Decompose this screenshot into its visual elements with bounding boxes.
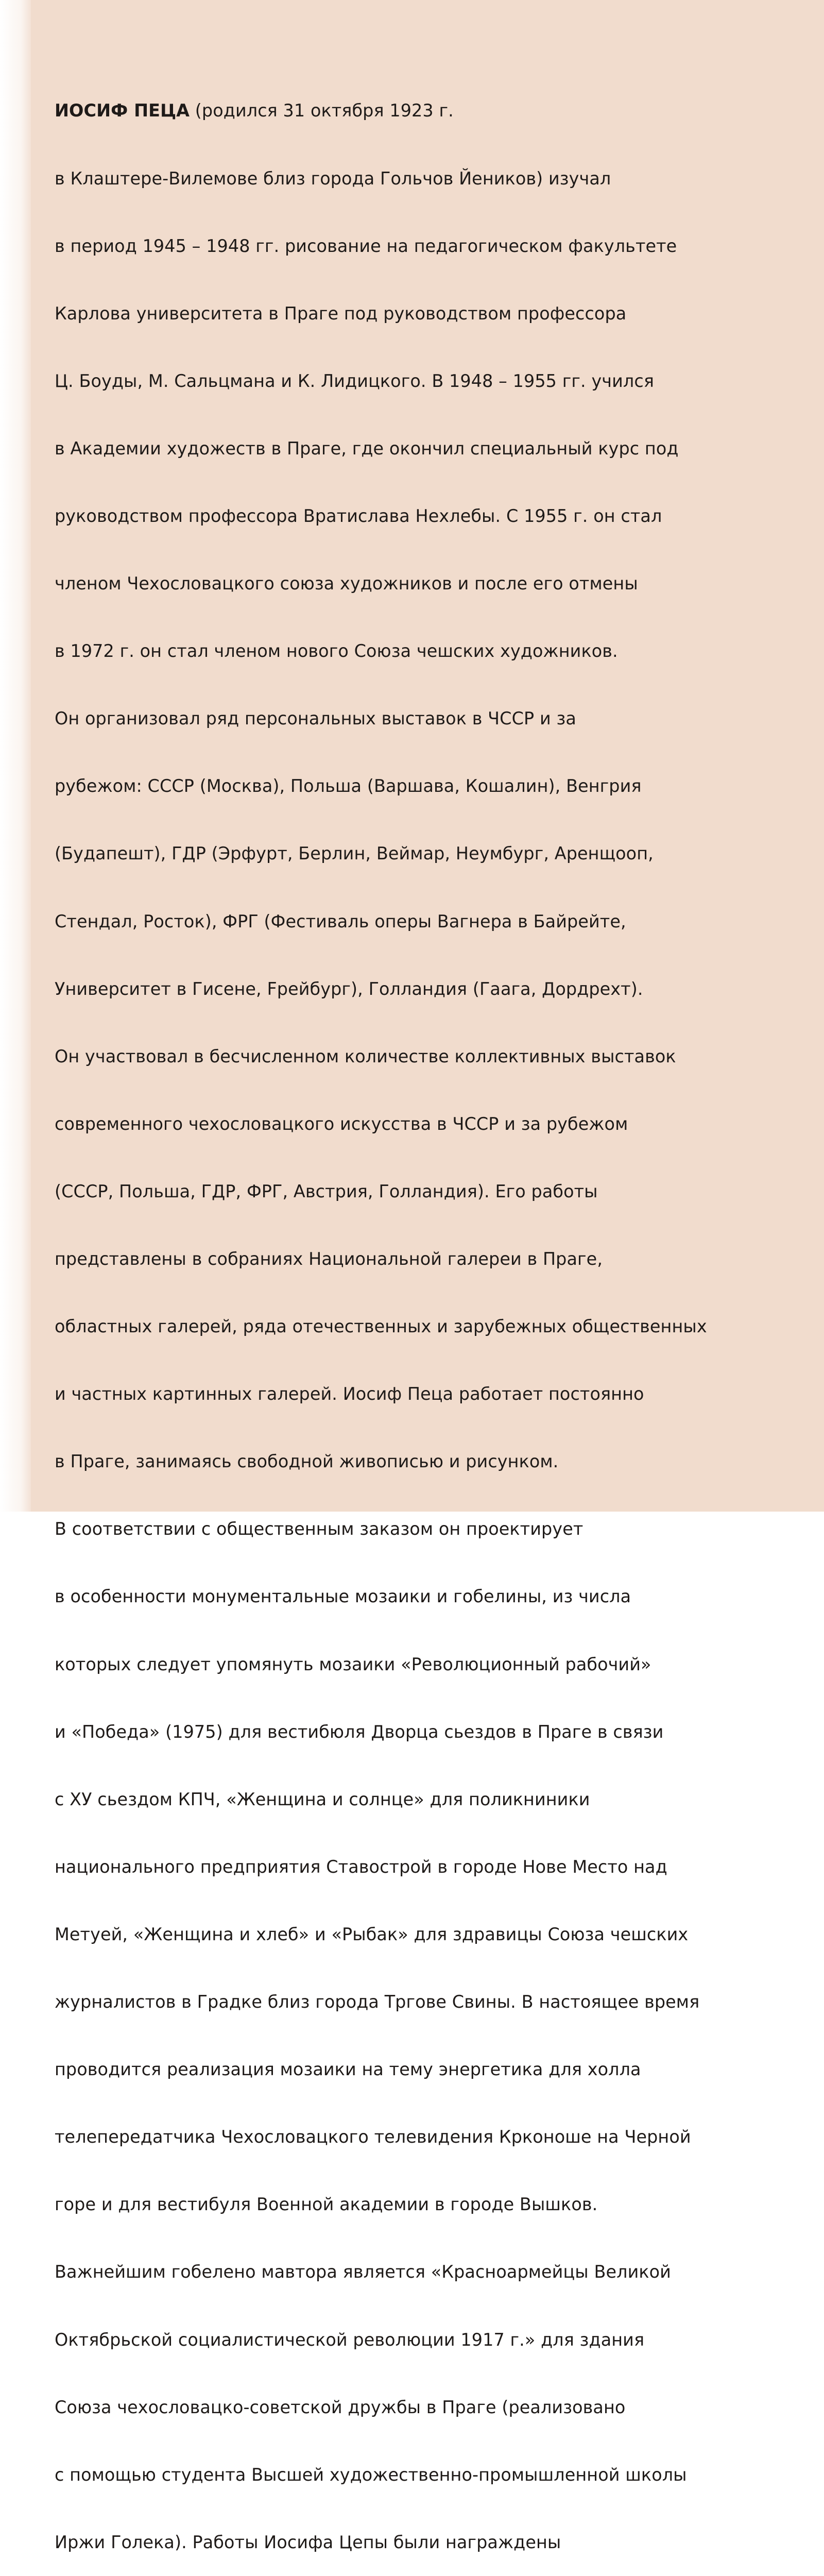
text-line: и «Победа» (1975) для вестибюля Дворца сьездов в Праге в связи <box>55 1721 664 1742</box>
text-line: В соответствии с общественным заказом он проектирует <box>55 1519 583 1539</box>
text-line: в Праге, занимаясь свободной живописью и рисунком. <box>55 1451 559 1472</box>
text-line: (Будапешт), ГДР (Эрфурт, Берлин, Веймар, Неумбург, Аренщооп, <box>55 843 654 864</box>
text-line: Карлова университета в Праге под руководством профессора <box>55 303 627 324</box>
text-line: областных галерей, ряда отечественных и зарубежных общественных <box>55 1316 707 1337</box>
text-line: в период 1945 – 1948 гг. рисование на педагогическом факультете <box>55 235 677 256</box>
text-line: Важнейшим гобелено мавтора является «Красноармейцы Великой <box>55 2262 671 2282</box>
text-line: современного чехословацкого искусства в ЧССР и за рубежом <box>55 1113 628 1134</box>
text-line: в Академии художеств в Праге, где окончил специальный курс под <box>55 438 679 459</box>
text-line: которых следует упомянуть мозаики «Революционный рабочий» <box>55 1654 651 1674</box>
text-line: (СССР, Польша, ГДР, ФРГ, Австрия, Голландия). Его работы <box>55 1181 598 1201</box>
text-line: Ц. Боуды, М. Сальцмана и К. Лидицкого. В 1948 – 1955 гг. учился <box>55 370 655 391</box>
text-line: и частных картинных галерей. Иосиф Пеца работает постоянно <box>55 1384 644 1404</box>
text-line: Университет в Гисене, Fрейбург), Голландия (Гаага, Дордрехт). <box>55 978 643 999</box>
text-line: горе и для вестибуля Военной академии в городе Вышков. <box>55 2194 598 2215</box>
text-line: в Клаштере-Вилемове близ города Гольчов Йеников) изучал <box>55 168 611 189</box>
artist-name-heading: ИОСИФ ПЕЦА <box>55 100 190 121</box>
text-line: Союза чехословацко-советской дружбы в Праге (реализовано <box>55 2397 626 2417</box>
text-line: в особенности монументальные мозаики и гобелины, из числа <box>55 1586 631 1607</box>
text-line: рубежом: СССР (Москва), Польша (Варшава, Кошалин), Венгрия <box>55 776 642 796</box>
text-line: журналистов в Градке близ города Тргове Свины. В настоящее время <box>55 1992 700 2012</box>
text-line: национального предприятия Ставострой в городе Нове Место над <box>55 1856 667 1877</box>
page-edge <box>0 0 31 1512</box>
text-line: Иржи Голека). Работы Иосифа Цепы были награждены <box>55 2532 561 2552</box>
text-line: Стендал, Росток), ФРГ (Фестиваль оперы Вагнера в Байрейте, <box>55 911 626 931</box>
text-line: представлены в собраниях Национальной галереи в Праге, <box>55 1249 603 1269</box>
text-line: телепередатчика Чехословацкого телевидения Крконоше на Черной <box>55 2127 691 2147</box>
text-line: (родился 31 октября 1923 г. <box>190 100 454 121</box>
document-text <box>55 55 822 2576</box>
text-line: проводится реализация мозаики на тему энергетика для холла <box>55 2059 641 2080</box>
text-line: руководством профессора Вратислава Нехлебы. С 1955 г. он стал <box>55 505 662 526</box>
text-line: членом Чехословацкого союза художников и после его отмены <box>55 573 638 594</box>
text-line: Он организовал ряд персональных выставок в ЧССР и за <box>55 708 576 729</box>
text-line: в 1972 г. он стал членом нового Союза чешских художников. <box>55 641 618 662</box>
text-line: с ХУ сьездом КПЧ, «Женщина и солнце» для поликниники <box>55 1789 590 1809</box>
text-line-1 <box>55 99 822 122</box>
text-line: Октябрьской социалистической революции 1917 г.» для здания <box>55 2329 645 2350</box>
text-line: Метуей, «Женщина и хлеб» и «Рыбак» для здравицы Союза чешских <box>55 1924 689 1944</box>
text-line: с помощью студента Высшей художественно-промышленной школы <box>55 2464 687 2485</box>
text-line: Он участвовал в бесчисленном количестве коллективных выставок <box>55 1046 676 1066</box>
